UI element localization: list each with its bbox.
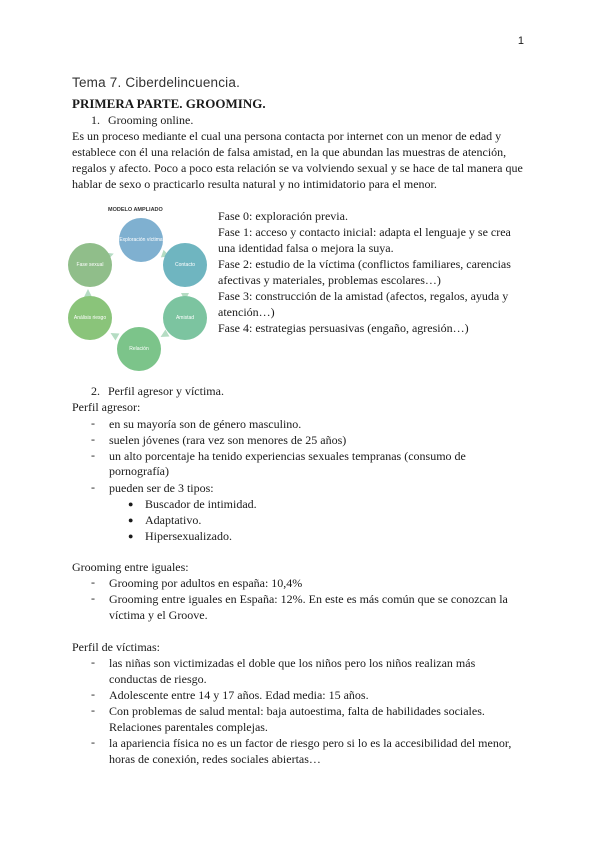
victimas-item: Con problemas de salud mental: baja autoestima, falta de habilidades sociales.	[109, 704, 485, 718]
paragraph-line: Es un proceso mediante el cual una persona contacta por internet con un menor de edad y	[72, 129, 502, 143]
agresor-type: Adaptativo.	[145, 513, 202, 527]
dash-bullet: -	[91, 655, 95, 669]
perfil-victimas-heading: Perfil de víctimas:	[72, 640, 160, 654]
phase-line: Fase 2: estudio de la víctima (conflictos familiares, carencias	[218, 257, 511, 271]
node-label: Fase sexual	[76, 262, 104, 268]
dot-bullet: ●	[128, 515, 134, 525]
dash-bullet: -	[91, 591, 95, 605]
agresor-item: un alto porcentaje ha tenido experiencias sexuales tempranas (consumo de	[109, 449, 466, 463]
iguales-item: Grooming por adultos en españa: 10,4%	[109, 576, 303, 590]
agresor-item-cont: pornografía)	[109, 464, 169, 478]
victimas-item-cont: conductas de riesgo.	[109, 672, 207, 686]
victimas-item: la apariencia física no es un factor de riesgo pero si lo es la accesibilidad del menor,	[109, 736, 512, 750]
section1-number: 1.	[91, 113, 100, 127]
victimas-item: las niñas son victimizadas el doble que los niños pero los niños realizan más	[109, 656, 476, 670]
dash-bullet: -	[91, 575, 95, 589]
node-label: Análisis riesgo	[73, 315, 107, 321]
section2-heading: Perfil agresor y víctima.	[108, 384, 224, 398]
node-label: Relación	[129, 346, 149, 352]
arrow-icon	[109, 330, 120, 341]
phase-line: Fase 3: construcción de la amistad (afectos, regalos, ayuda y	[218, 289, 509, 303]
diagram-node-amistad	[163, 296, 207, 340]
phase-line: una identidad falsa o mejora la suya.	[218, 241, 394, 255]
agresor-item: pueden ser de 3 tipos:	[109, 481, 214, 495]
grooming-iguales-heading: Grooming entre iguales:	[72, 560, 189, 574]
node-label: Exploración víctima	[119, 237, 163, 243]
section2-number: 2.	[91, 384, 100, 398]
phase-line: Fase 4: estrategias persuasivas (engaño, agresión…)	[218, 321, 469, 335]
phase-line: Fase 1: acceso y contacto inicial: adapta el lenguaje y se crea	[218, 225, 511, 239]
node-label: Contacto	[174, 262, 195, 268]
page-number: 1	[517, 35, 524, 47]
diagram-node-exploracion	[119, 218, 163, 262]
agresor-type: Hipersexualizado.	[145, 529, 232, 543]
diagram-node-contacto	[163, 243, 207, 287]
paragraph-line: regalos y afecto. Poco a poco esta relación se va volviendo sexual y se hace de tal manera que	[72, 161, 523, 175]
phase-line: atención…)	[218, 305, 275, 319]
dash-bullet: -	[91, 448, 95, 462]
document-title: Tema 7. Ciberdelincuencia.	[72, 75, 241, 90]
dash-bullet: -	[91, 432, 95, 446]
agresor-item: suelen jóvenes (rara vez son menores de 25 años)	[109, 433, 347, 447]
dash-bullet: -	[91, 687, 95, 701]
dash-bullet: -	[91, 480, 95, 494]
paragraph-line: establece con él una relación de falsa amistad, en la que abundan las muestras de atención,	[72, 145, 507, 159]
dash-bullet: -	[91, 735, 95, 749]
phase-line: afectivas y materiales, problemas escolares…)	[218, 273, 441, 287]
agresor-item: en su mayoría son de género masculino.	[109, 417, 302, 431]
victimas-item-cont: Relaciones parentales complejas.	[109, 720, 268, 734]
victimas-item-cont: horas de conexión, redes sociales abiertas…	[109, 752, 321, 766]
diagram-title: MODELO AMPLIADO	[108, 207, 163, 213]
section1-heading: Grooming online.	[108, 113, 194, 127]
diagram-node-fase-sexual	[68, 243, 112, 287]
dot-bullet: ●	[128, 499, 134, 509]
agresor-type: Buscador de intimidad.	[145, 497, 257, 511]
iguales-item: Grooming entre iguales en España: 12%. En este es más común que se conozcan la	[109, 592, 508, 606]
diagram-node-relacion	[117, 327, 161, 371]
node-label: Amistad	[175, 315, 195, 321]
section1-paragraph	[72, 128, 523, 192]
paragraph-line: hablar de sexo o practicarlo resulta natural y no intimidatorio para el menor.	[72, 177, 437, 191]
iguales-item-cont: víctima y el Groove.	[109, 608, 208, 622]
dot-bullet: ●	[128, 531, 134, 541]
perfil-agresor-heading: Perfil agresor:	[72, 400, 141, 414]
phases-list	[218, 208, 511, 336]
phase-line: Fase 0: exploración previa.	[218, 209, 348, 223]
dash-bullet: -	[91, 416, 95, 430]
diagram-node-analisis	[68, 296, 112, 340]
part-heading: PRIMERA PARTE. GROOMING.	[72, 96, 266, 111]
dash-bullet: -	[91, 703, 95, 717]
victimas-item: Adolescente entre 14 y 17 años. Edad media: 15 años.	[109, 688, 369, 702]
